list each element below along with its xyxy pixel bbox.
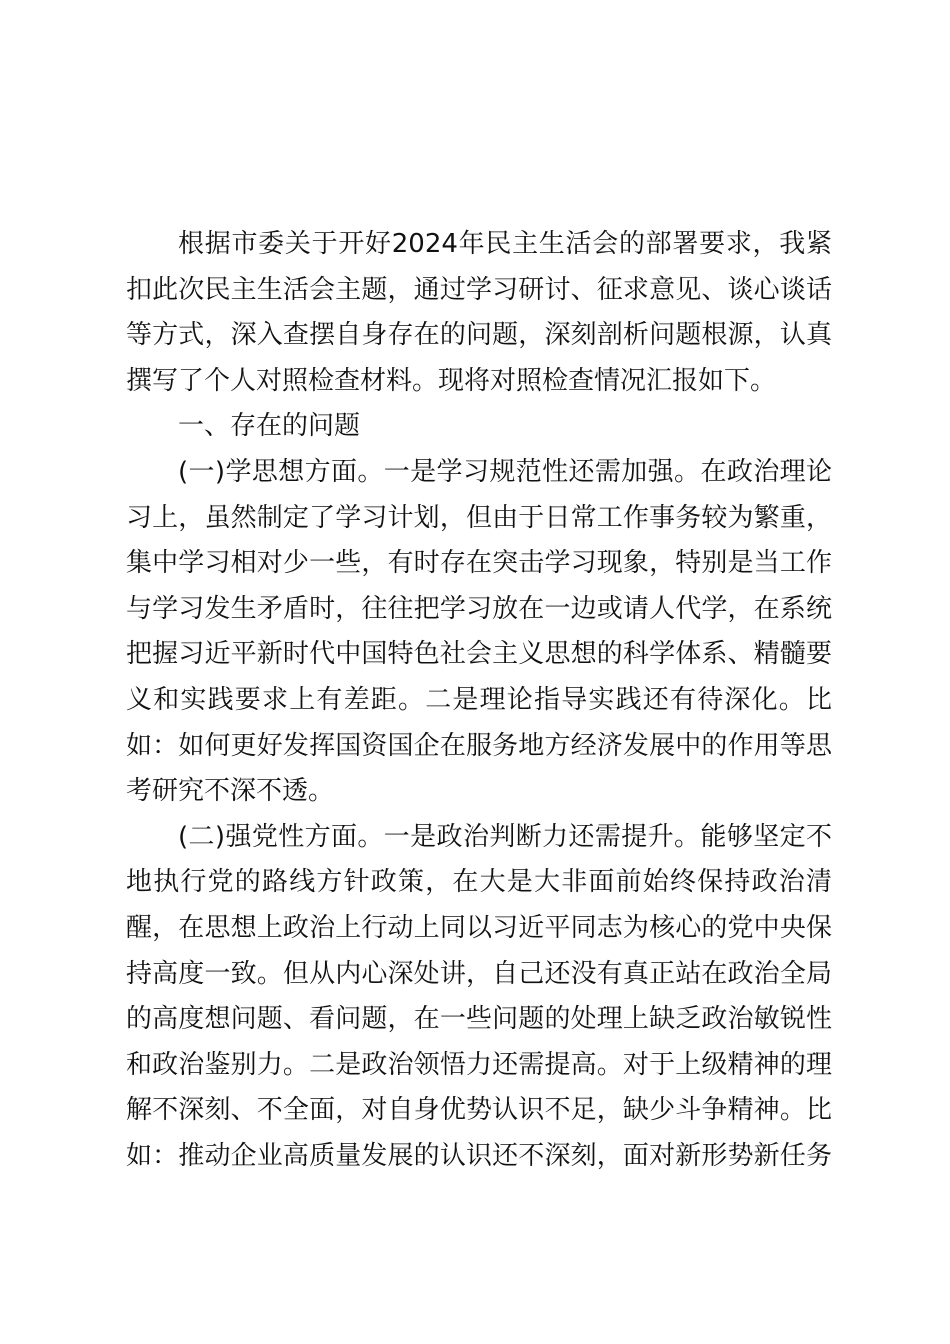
- document-body: [126, 222, 832, 1179]
- text-line: 习上，虽然制定了学习计划，但由于日常工作事务较为繁重，: [126, 502, 832, 533]
- text-line: 考研究不深不透。: [126, 776, 335, 807]
- text-line: 把握习近平新时代中国特色社会主义思想的科学体系、精髓要: [126, 639, 832, 670]
- text-line: 和政治鉴别力。二是政治领悟力还需提高。对于上级精神的理: [126, 1049, 832, 1080]
- heading-text: 一、存在的问题: [178, 411, 361, 442]
- party-spirit-section-paragraph: [126, 815, 832, 1180]
- text-line: (二)强党性方面。一是政治判断力还需提升。能够坚定不: [178, 821, 832, 852]
- study-section-paragraph: [126, 450, 832, 815]
- text-line: 如：如何更好发挥国资国企在服务地方经济发展中的作用等思: [126, 730, 832, 761]
- text-line: 如：推动企业高质量发展的认识还不深刻，面对新形势新任务: [126, 1140, 832, 1171]
- text-line: 集中学习相对少一些，有时存在突击学习现象，特别是当工作: [126, 548, 832, 579]
- text-line: 扣此次民主生活会主题，通过学习研讨、征求意见、谈心谈话: [126, 274, 832, 305]
- intro-paragraph: [126, 222, 832, 404]
- text-line: 等方式，深入查摆自身存在的问题，深刻剖析问题根源，认真: [126, 320, 832, 351]
- text-line: 根据市委关于开好2024年民主生活会的部署要求，我紧: [178, 229, 832, 259]
- section-heading: [126, 404, 832, 450]
- text-line: 地执行党的路线方针政策，在大是大非面前始终保持政治清: [126, 867, 832, 898]
- text-line: 与学习发生矛盾时，往往把学习放在一边或请人代学，在系统: [126, 593, 832, 624]
- text-line: 的高度想问题、看问题，在一些问题的处理上缺乏政治敏锐性: [126, 1004, 832, 1035]
- text-line: (一)学思想方面。一是学习规范性还需加强。在政治理论: [178, 456, 832, 487]
- text-line: 持高度一致。但从内心深处讲，自己还没有真正站在政治全局: [126, 958, 832, 989]
- text-line: 义和实践要求上有差距。二是理论指导实践还有待深化。比: [126, 684, 832, 715]
- text-line: 醒，在思想上政治上行动上同以习近平同志为核心的党中央保: [126, 912, 832, 943]
- text-line: 解不深刻、不全面，对自身优势认识不足，缺少斗争精神。比: [126, 1095, 832, 1126]
- text-line: 撰写了个人对照检查材料。现将对照检查情况汇报如下。: [126, 365, 777, 396]
